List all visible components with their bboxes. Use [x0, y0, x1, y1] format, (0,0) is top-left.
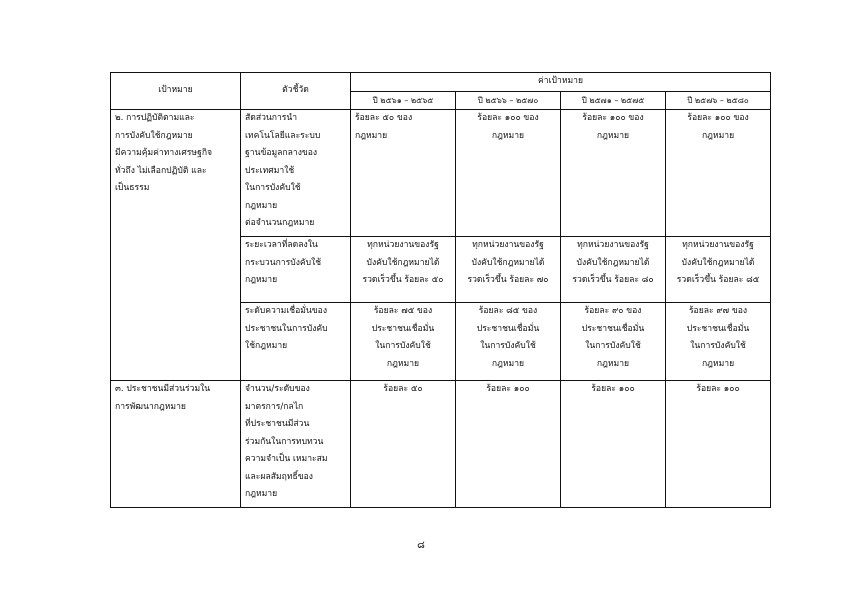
page-number: ๘ — [417, 540, 425, 551]
target-2a-1: ร้อยละ ๕๐ ของ กฎหมาย — [351, 110, 456, 237]
target-2c-3: ร้อยละ ๙๐ ของ ประชาชนเชื่อมั่น ในการบังคับใช้ กฎหมาย — [561, 303, 666, 381]
target-2c-1: ร้อยละ ๗๕ ของ ประชาชนเชื่อมั่น ในการบังคับใช้ กฎหมาย — [351, 303, 456, 381]
year-col-3: ปี ๒๕๗๑ – ๒๕๗๕ — [561, 91, 666, 110]
header-indicator: ตัวชี้วัด — [241, 73, 351, 110]
year-col-1: ปี ๒๕๖๑ – ๒๕๖๕ — [351, 91, 456, 110]
indicator-3: จำนวน/ระดับของ มาตรการ/กลไก ที่ประชาชนมีส่วน ร่วมกันในการทบทวน ความจำเป็น เหมาะสม และผลสัมฤทธิ์ของ กฎหมาย — [241, 381, 351, 508]
header-goal: เป้าหมาย — [111, 73, 241, 110]
header-row — [111, 73, 771, 92]
target-2c-2: ร้อยละ ๘๕ ของ ประชาชนเชื่อมั่น ในการบังคับใช้ กฎหมาย — [456, 303, 561, 381]
target-3-3: ร้อยละ ๑๐๐ — [561, 381, 666, 508]
target-2a-3: ร้อยละ ๑๐๐ ของ กฎหมาย — [561, 110, 666, 237]
targets-table — [110, 72, 771, 508]
header-target: ค่าเป้าหมาย — [351, 73, 771, 92]
target-2a-4: ร้อยละ ๑๐๐ ของ กฎหมาย — [666, 110, 771, 237]
table-row — [111, 381, 771, 508]
target-2b-2: ทุกหน่วยงานของรัฐ บังคับใช้กฎหมายได้ รวดเร็วขึ้น ร้อยละ ๗๐ — [456, 237, 561, 303]
target-2b-1: ทุกหน่วยงานของรัฐ บังคับใช้กฎหมายได้ รวดเร็วขึ้น ร้อยละ ๕๐ — [351, 237, 456, 303]
indicator-2c: ระดับความเชื่อมั่นของ ประชาชนในการบังคับ ใช้กฎหมาย — [241, 303, 351, 381]
target-2c-4: ร้อยละ ๙๗ ของ ประชาชนเชื่อมั่น ในการบังคับใช้ กฎหมาย — [666, 303, 771, 381]
target-3-1: ร้อยละ ๕๐ — [351, 381, 456, 508]
goal-2: ๒. การปฏิบัติตามและ การบังคับใช้กฎหมาย มีความคุ้มค่าทางเศรษฐกิจ ทั่วถึง ไม่เลือกปฏิบัติ และ เป็นธรรม — [111, 110, 241, 381]
target-3-4: ร้อยละ ๑๐๐ — [666, 381, 771, 508]
target-2b-3: ทุกหน่วยงานของรัฐ บังคับใช้กฎหมายได้ รวดเร็วขึ้น ร้อยละ ๘๐ — [561, 237, 666, 303]
goal-3: ๓. ประชาชนมีส่วนร่วมใน การพัฒนากฎหมาย — [111, 381, 241, 508]
indicator-2b: ระยะเวลาที่ลดลงใน กระบวนการบังคับใช้ กฎหมาย — [241, 237, 351, 303]
year-col-2: ปี ๒๕๖๖ – ๒๕๗๐ — [456, 91, 561, 110]
target-3-2: ร้อยละ ๑๐๐ — [456, 381, 561, 508]
year-col-4: ปี ๒๕๗๖ – ๒๕๘๐ — [666, 91, 771, 110]
target-2b-4: ทุกหน่วยงานของรัฐ บังคับใช้กฎหมายได้ รวดเร็วขึ้น ร้อยละ ๘๕ — [666, 237, 771, 303]
table-row — [111, 110, 771, 237]
indicator-2a: สัดส่วนการนำ เทคโนโลยีและระบบ ฐานข้อมูลกลางของ ประเทศมาใช้ ในการบังคับใช้ กฎหมาย ต่อจำนวนกฎหมาย — [241, 110, 351, 237]
target-2a-2: ร้อยละ ๑๐๐ ของ กฎหมาย — [456, 110, 561, 237]
